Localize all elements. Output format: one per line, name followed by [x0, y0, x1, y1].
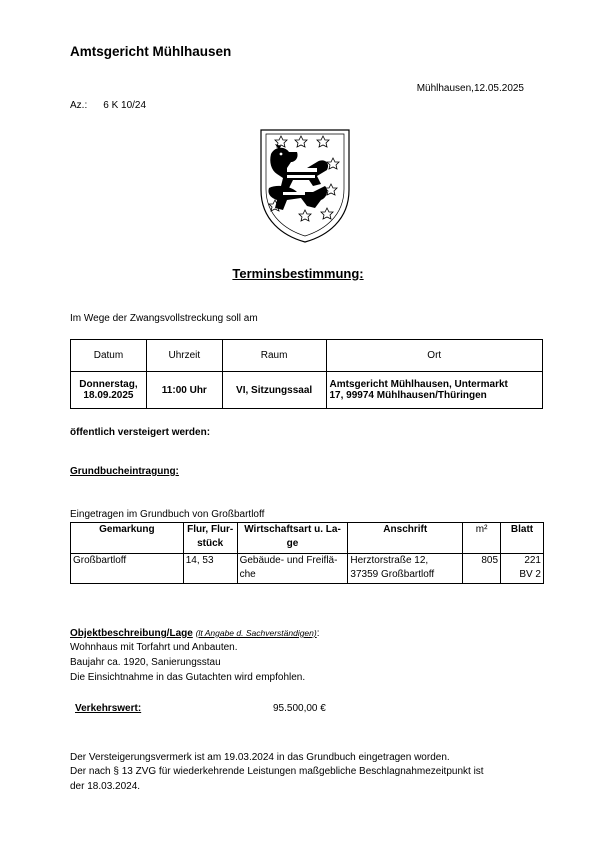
cell-ort [326, 372, 543, 409]
footer-line: Der Versteigerungsvermerk ist am 19.03.2024 in das Grundbuch eingetragen worden. [70, 752, 450, 763]
cell-gemarkung: Großbartloff [71, 554, 184, 584]
anschrift-line1: Herztorstraße 12, [350, 555, 429, 566]
land-register-table [70, 522, 544, 584]
object-heading-label: Objektbeschreibung/Lage [70, 628, 193, 639]
header-uhrzeit: Uhrzeit [146, 340, 222, 372]
flur-header-line2: stück [197, 538, 224, 549]
cell-uhrzeit: 11:00 Uhr [146, 372, 222, 409]
header-ort: Ort [326, 340, 543, 372]
cell-anschrift [348, 554, 463, 584]
cell-flur: 14, 53 [183, 554, 237, 584]
place-date: Mühlhausen,12.05.2025 [416, 83, 524, 94]
wirtschaft-header-line1: Wirtschaftsart u. La- [244, 524, 341, 535]
header-m2: m² [463, 523, 501, 554]
header-blatt: Blatt [501, 523, 544, 554]
footer-line: Der nach § 13 ZVG für wiederkehrende Leistungen maßgebliche Beschlagnahmezeitpunkt ist [70, 766, 484, 777]
object-description-heading [70, 628, 320, 639]
thuringia-coat-of-arms-icon [257, 128, 353, 244]
appointment-header-row [71, 340, 543, 372]
ort-line2: 17, 99974 Mühlhausen/Thüringen [329, 390, 487, 401]
cell-blatt [501, 554, 544, 584]
object-line: Wohnhaus mit Torfahrt und Anbauten. [70, 642, 238, 653]
market-value-amount: 95.500,00 € [273, 703, 326, 714]
cell-datum [71, 372, 147, 409]
wirtschaft-header-line2: ge [286, 538, 299, 549]
datum-weekday: Donnerstag, [79, 379, 138, 390]
header-flur [183, 523, 237, 554]
header-datum: Datum [71, 340, 147, 372]
header-raum: Raum [222, 340, 326, 372]
auction-statement: öffentlich versteigert werden: [70, 427, 211, 438]
header-anschrift: Anschrift [348, 523, 463, 554]
court-name: Amtsgericht Mühlhausen [70, 44, 232, 59]
datum-date: 18.09.2025 [83, 390, 134, 401]
object-line: Die Einsichtnahme in das Gutachten wird empfohlen. [70, 672, 306, 683]
az-value: 6 K 10/24 [103, 100, 147, 111]
appointment-row [71, 372, 543, 409]
object-heading-colon: : [316, 628, 320, 639]
blatt-line1: 221 [524, 555, 541, 566]
object-line: Baujahr ca. 1920, Sanierungsstau [70, 657, 221, 668]
appointment-table [70, 339, 543, 409]
wirtschaft-line1: Gebäude- und Freiflä- [239, 555, 338, 566]
land-register-header-row [71, 523, 544, 554]
cell-raum: VI, Sitzungssaal [222, 372, 326, 409]
footer-line: der 18.03.2024. [70, 781, 141, 792]
land-register-intro: Eingetragen im Grundbuch von Großbartloff [70, 509, 265, 520]
header-gemarkung: Gemarkung [71, 523, 184, 554]
land-register-heading: Grundbucheintragung: [70, 466, 179, 477]
page-title: Terminsbestimmung: [232, 266, 364, 281]
az-label: Az.: [70, 100, 88, 111]
ort-line1: Amtsgericht Mühlhausen, Untermarkt [329, 379, 508, 390]
intro-text: Im Wege der Zwangsvollstreckung soll am [70, 313, 258, 324]
cell-wirtschaftsart [237, 554, 348, 584]
header-wirtschaftsart [237, 523, 348, 554]
cell-m2: 805 [463, 554, 501, 584]
wirtschaft-line2: che [239, 569, 256, 580]
object-heading-note: (lt Angabe d. Sachverständigen) [195, 628, 317, 638]
flur-header-line1: Flur, Flur- [187, 524, 234, 535]
anschrift-line2: 37359 Großbartloff [350, 569, 435, 580]
market-value-label: Verkehrswert: [75, 703, 142, 714]
land-register-row [71, 554, 544, 584]
blatt-line2: BV 2 [519, 569, 541, 580]
case-reference [70, 100, 146, 111]
